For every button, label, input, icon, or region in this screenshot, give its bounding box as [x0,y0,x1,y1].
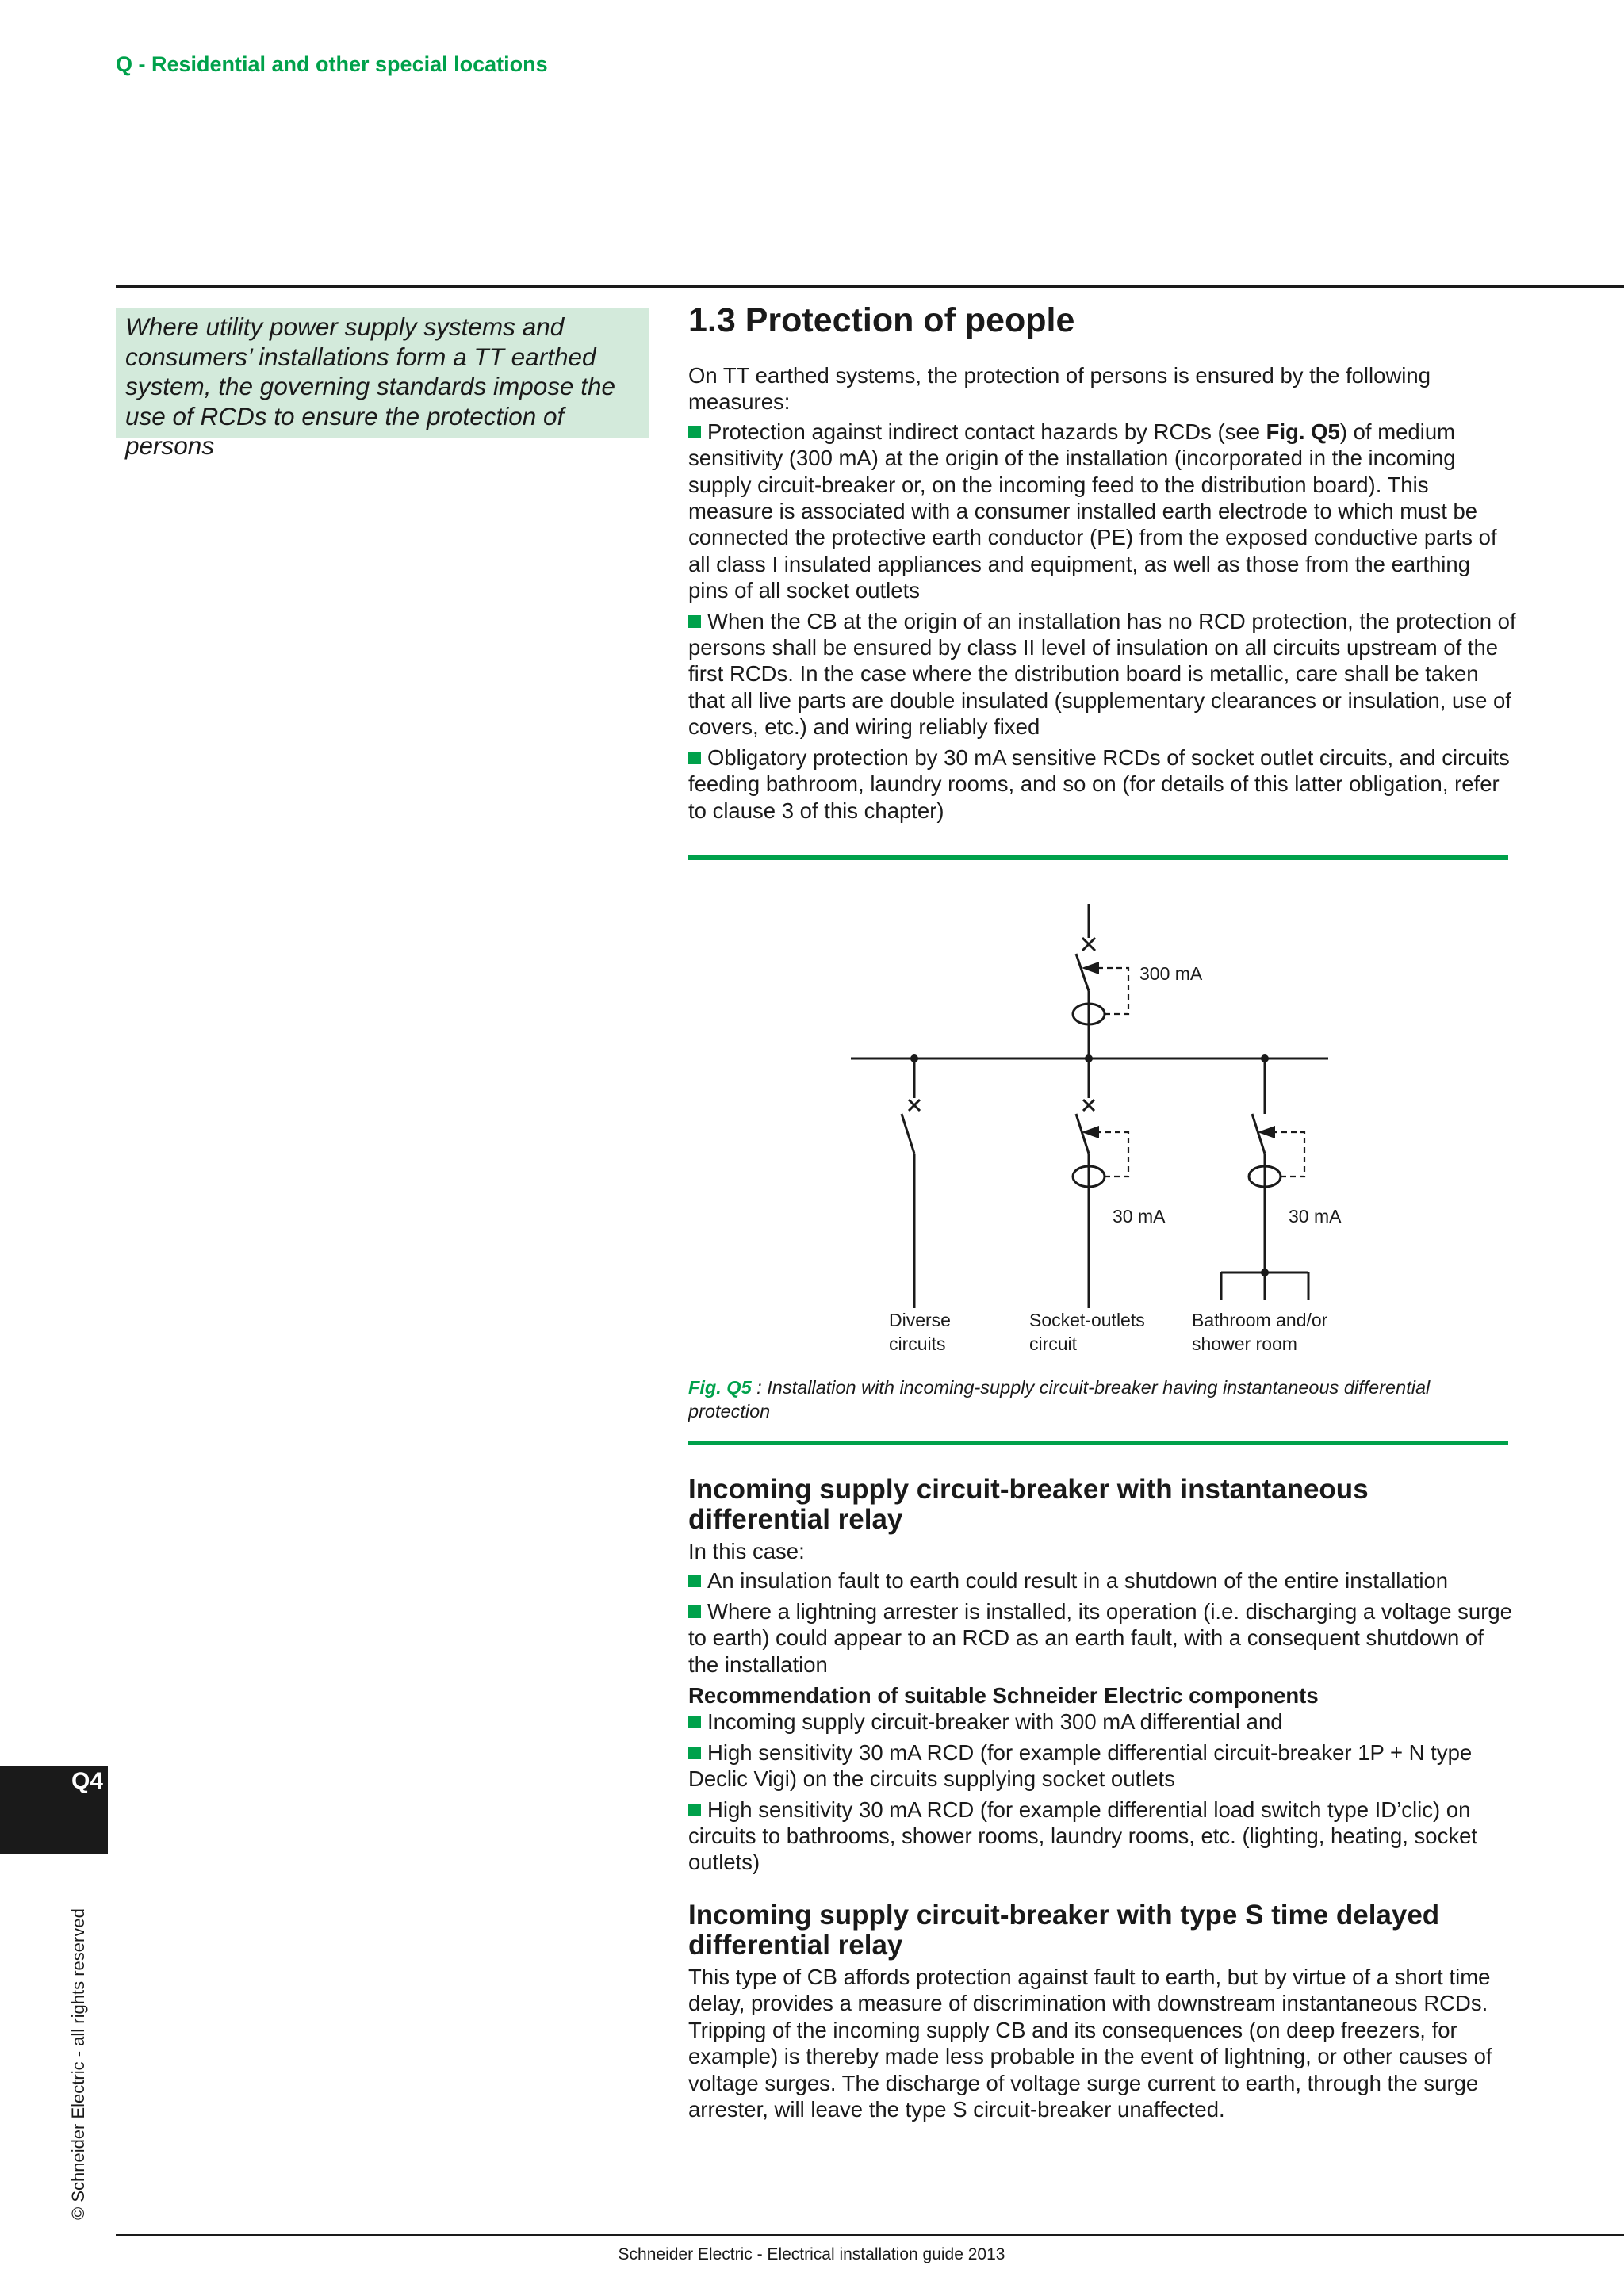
figure-reference: Fig. Q5 [1266,419,1340,444]
socket-outlets-label: circuit [1029,1334,1078,1354]
bath-relay-link [1274,1132,1304,1177]
intro-paragraph: On TT earthed systems, the protection of persons is ensured by the following measures: [688,363,1431,415]
bullet-item: Obligatory protection by 30 mA sensitive RCDs of socket outlet circuits, and circuits feeding bathroom, laundry rooms, and so on (for details of this latter obligation, refer to clause 3 of this chapter) [688,744,1516,824]
copyright-notice: © Schneider Electric - all rights reserved [68,1908,88,2220]
main-rcd-label: 300 mA [1139,963,1203,984]
bathroom-label: Bathroom and/or [1192,1310,1328,1330]
figure-bottom-rule [688,1441,1508,1445]
main-trip-arrow [1082,962,1099,974]
main-switch-blade [1076,954,1089,991]
section-header: Q - Residential and other special locations [116,52,548,76]
junction-dot [1261,1269,1269,1276]
bottom-divider [116,2234,1624,2236]
section-instantaneous [688,1475,1516,1876]
section-title-protection-of-people: 1.3 Protection of people [688,301,1075,339]
page-number-tab [0,1766,108,1854]
junction-dot [910,1054,918,1062]
page-footer [0,2245,1624,2264]
bullet-item: Incoming supply circuit-breaker with 300 mA differential and [688,1709,1516,1735]
bullet-text-post: ) of medium sensitivity (300 mA) at the origin of the installation (incorporated in the incoming supply circuit-breaker or, on the incoming feed to the distribution board). This measure is associated with a consumer installed earth electrode to which must be connected the protective earth conductor (PE) from the exposed conductive parts of all class I insulated appliances and equipment, as well as those from the earthing pins of all socket outlets [688,419,1497,603]
junction-dot [1261,1054,1269,1062]
bathroom-label: shower room [1192,1334,1297,1354]
caption-text: : Installation with incoming-supply circuit-breaker having instantaneous differential protection [688,1377,1431,1422]
bullet-item: High sensitivity 30 mA RCD (for example differential load switch type ID’clic) on circuits to bathrooms, shower rooms, laundry rooms, etc. (lighting, heating, socket outlets) [688,1797,1516,1876]
socket-outlets-label: Socket-outlets [1029,1310,1145,1330]
caption-figure-ref: Fig. Q5 [688,1377,752,1398]
bullet-text-pre: Protection against indirect contact hazards by RCDs (see [707,419,1266,444]
diverse-circuits-label: Diverse [889,1310,951,1330]
section-title-instantaneous: Incoming supply circuit-breaker with instantaneous differential relay [688,1474,1369,1535]
recommendation-title: Recommendation of suitable Schneider Electric components [688,1683,1319,1709]
bullet-item: High sensitivity 30 mA RCD (for example differential circuit-breaker 1P + N type Declic Vigi) on the circuits supplying socket outlets [688,1739,1516,1793]
section-title-type-s: Incoming supply circuit-breaker with type S time delayed differential relay [688,1900,1440,1961]
footer-text: Schneider Electric - Electrical installation guide 2013 [618,2245,1005,2263]
intro-paragraph: In this case: [688,1539,805,1563]
socket-rcd-label: 30 mA [1113,1206,1166,1226]
page-number: Q4 [71,1768,103,1794]
bullet-item: Where a lightning arrester is installed, its operation (i.e. discharging a voltage surge to earth) could appear to an RCD as an earth fault, with a consequent shutdown of the installation [688,1598,1516,1678]
figure-caption [688,1376,1513,1423]
bath-rcd-label: 30 mA [1289,1206,1342,1226]
bullet-item: When the CB at the origin of an installation has no RCD protection, the protection of persons shall be ensured by class II level of insulation on all circuits upstream of the first RCDs. In the case where the distribution board is metallic, care shall be taken that all live parts are double insulated (supplementary clearances or insulation, use of covers, etc.) and wiring reliably fixed [688,608,1516,740]
type-s-paragraph: This type of CB affords protection against fault to earth, but by virtue of a short time delay, provides a measure of discrimination with downstream instantaneous RCDs. Tripping of the incoming supply CB and its consequences (on deep freezers, for example) is thereby made less probable in the event of lightning, or other causes of voltage surges. The discharge of voltage surge current to earth, through the surge arrester, will leave the type S circuit-breaker unaffected. [688,1965,1492,2122]
junction-dot [1085,1054,1093,1062]
diverse-circuits-label: circuits [889,1334,946,1354]
diverse-switch-blade [902,1114,914,1154]
sidenote-box: Where utility power supply systems and consumers’ installations form a TT earthed system, the governing standards impose the use of RCDs to ensure the protection of persons [116,308,649,438]
bullet-item: An insulation fault to earth could result in a shutdown of the entire installation [688,1567,1516,1594]
socket-relay-link [1098,1132,1128,1177]
main-relay-link [1098,968,1128,1014]
section-type-s [688,1900,1516,2122]
